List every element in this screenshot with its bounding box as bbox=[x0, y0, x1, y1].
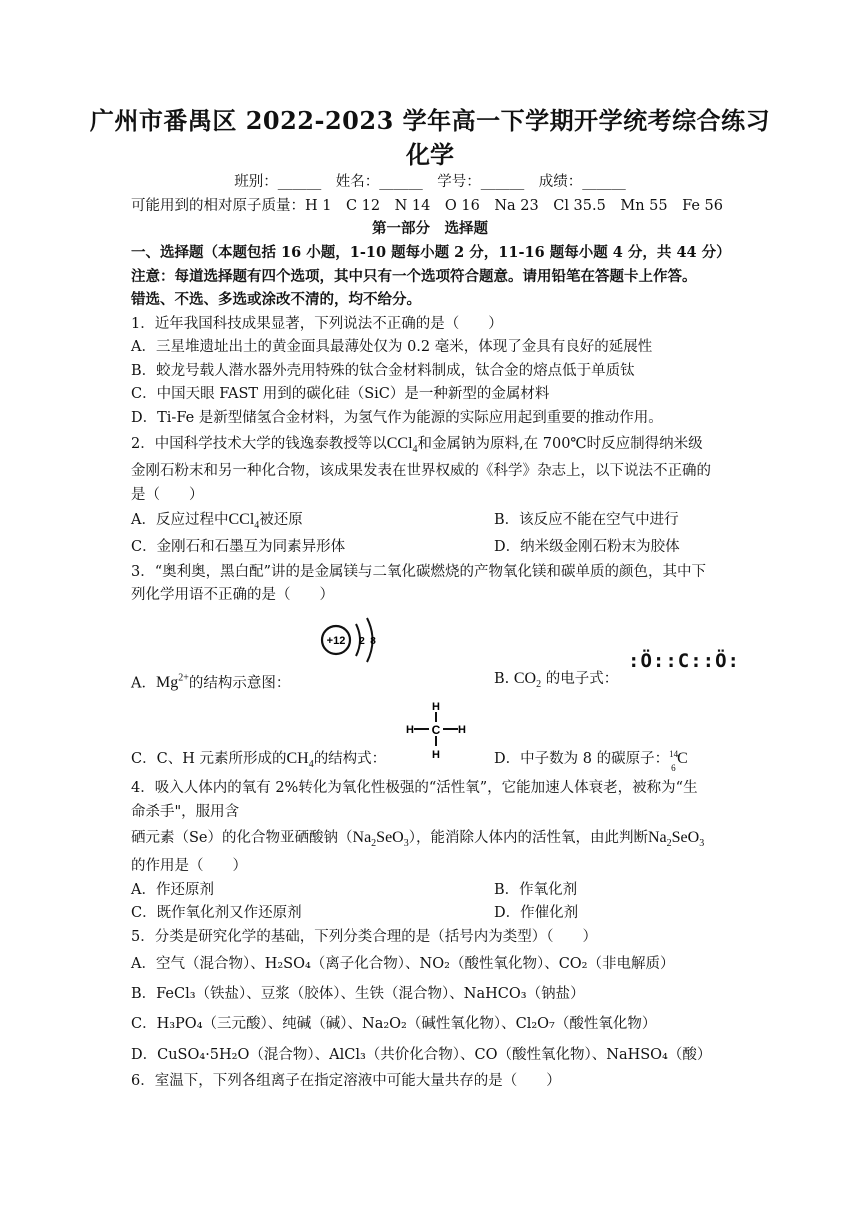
q4-option-c: C．既作氧化剂又作还原剂 bbox=[131, 905, 302, 921]
q2-stem-line1: 2．中国科学技术大学的钱逸泰教授等以CCl$_4$和金属钠为原料,在 700℃时反应制得纳米级 bbox=[131, 435, 703, 456]
q3-option-c: C．C、H 元素所形成的$CH_4$的结构式： bbox=[131, 750, 387, 771]
exam-subject: 化学 bbox=[406, 140, 454, 169]
q5-option-a: A．空气（混合物）、H₂SO₄（离子化合物）、NO₂（酸性氧化物）、CO₂（非电解质） bbox=[131, 956, 675, 972]
part-title: 第一部分 选择题 bbox=[372, 220, 488, 237]
q2-option-b: B．该反应不能在空气中进行 bbox=[494, 512, 679, 528]
shell1-electrons: 2 bbox=[359, 636, 365, 647]
q3-stem-line1: 3．“奥利奥，黑白配”讲的是金属镁与二氧化碳燃烧的产物氧化镁和碳单质的颜色，其中下 bbox=[131, 564, 707, 580]
q6-stem: 6．室温下，下列各组离子在指定溶液中可能大量共存的是（ ） bbox=[131, 1073, 561, 1089]
exam-title: 广州市番禺区 2022-2023 学年高一下学期开学统考综合练习 bbox=[89, 106, 771, 135]
q5-option-b: B．FeCl₃（铁盐）、豆浆（胶体）、生铁（混合物）、NaHCO₃（钠盐） bbox=[131, 986, 585, 1002]
student-info-line: 班别：______ 姓名：______ 学号：______ 成绩：______ bbox=[234, 174, 626, 190]
q2-option-c: C．金刚石和石墨互为同素异形体 bbox=[131, 539, 346, 555]
q2-option-a: A．反应过程中CCl$_4$被还原 bbox=[131, 511, 303, 532]
mg-ion-structure-diagram bbox=[316, 614, 386, 666]
hydrogen-left: H bbox=[406, 724, 414, 736]
q4-option-d: D．作催化剂 bbox=[494, 905, 579, 921]
ch4-structural-formula bbox=[404, 698, 468, 760]
q5-option-c: C．H₃PO₄（三元酸）、纯碱（碱）、Na₂O₂（碱性氧化物）、Cl₂O₇（酸性氧化物） bbox=[131, 1016, 657, 1032]
hydrogen-bottom: H bbox=[432, 749, 440, 760]
q5-stem: 5．分类是研究化学的基础，下列分类合理的是（括号内为类型）（ ） bbox=[131, 929, 597, 945]
q4-stem-line1: 4．吸入人体内的氧有 2%转化为氧化性极强的“活性氧”，它能加速人体衰老，被称为“生 bbox=[131, 780, 698, 796]
q4-option-a: A．作还原剂 bbox=[131, 882, 214, 898]
q1-option-b: B．蛟龙号载人潜水器外壳用特殊的钛合金材料制成，钛合金的熔点低于单质钛 bbox=[131, 363, 635, 379]
q2-option-d: D．纳米级金刚石粉末为胶体 bbox=[494, 539, 680, 555]
q5-option-d: D．CuSO₄·5H₂O（混合物）、AlCl₃（共价化合物）、CO（酸性氧化物）、NaHSO₄（酸） bbox=[131, 1047, 712, 1063]
note-line-2: 错选、不选、多选或涂改不清的，均不给分。 bbox=[131, 291, 421, 308]
q1-option-d: D．Ti-Fe 是新型储氢合金材料，为氢气作为能源的实际应用起到重要的推动作用。 bbox=[131, 410, 663, 426]
note-line-1: 注意：每道选择题有四个选项，其中只有一个选项符合题意。请用铅笔在答题卡上作答。 bbox=[131, 268, 697, 285]
atomic-masses: 可能用到的相对原子质量：H 1 C 12 N 14 O 16 Na 23 Cl 35.5 Mn 55 Fe 56 bbox=[131, 198, 723, 214]
q4-stem-line4: 的作用是（ ） bbox=[131, 858, 247, 874]
q4-option-b: B．作氧化剂 bbox=[494, 882, 578, 898]
carbon-atom: C bbox=[431, 723, 441, 737]
q3-option-a: A．$Mg^{2+}$的结构示意图： bbox=[131, 673, 291, 692]
shell2-electrons: 8 bbox=[370, 636, 376, 647]
q3-option-b: B. $CO_2$ 的电子式： bbox=[494, 670, 619, 691]
q2-stem-line3: 是（ ） bbox=[131, 487, 204, 503]
q3-option-d: D．中子数为 8 的碳原子： 14 6 C bbox=[494, 749, 688, 773]
co2-electron-dot-diagram: :Ö::C::Ö: bbox=[628, 650, 740, 672]
q1-option-c: C．中国天眼 FAST 用到的碳化硅（SiC）是一种新型的金属材料 bbox=[131, 386, 550, 402]
q4-stem-line3: 硒元素（Se）的化合物亚硒酸钠$(Na_2SeO_3)$，能消除人体内的活性氧，由此判断$Na_2SeO_3$ bbox=[131, 829, 705, 850]
q2-stem-line2: 金刚石粉末和另一种化合物，该成果发表在世界权威的《科学》杂志上，以下说法不正确的 bbox=[131, 463, 711, 479]
hydrogen-top: H bbox=[432, 701, 440, 713]
hydrogen-right: H bbox=[458, 724, 466, 736]
q1-stem: 1．近年我国科技成果显著，下列说法不正确的是（ ） bbox=[131, 316, 503, 332]
q3-stem-line2: 列化学用语不正确的是（ ） bbox=[131, 587, 334, 603]
nucleus-charge: +12 bbox=[326, 635, 346, 647]
section-heading: 一、选择题（本题包括 16 小题，1-10 题每小题 2 分，11-16 题每小题 4 分，共 44 分） bbox=[131, 244, 731, 261]
q1-option-a: A．三星堆遗址出土的黄金面具最薄处仅为 0.2 毫米，体现了金具有良好的延展性 bbox=[131, 339, 653, 355]
q4-stem-line2: 命杀手"，服用含 bbox=[131, 804, 240, 820]
